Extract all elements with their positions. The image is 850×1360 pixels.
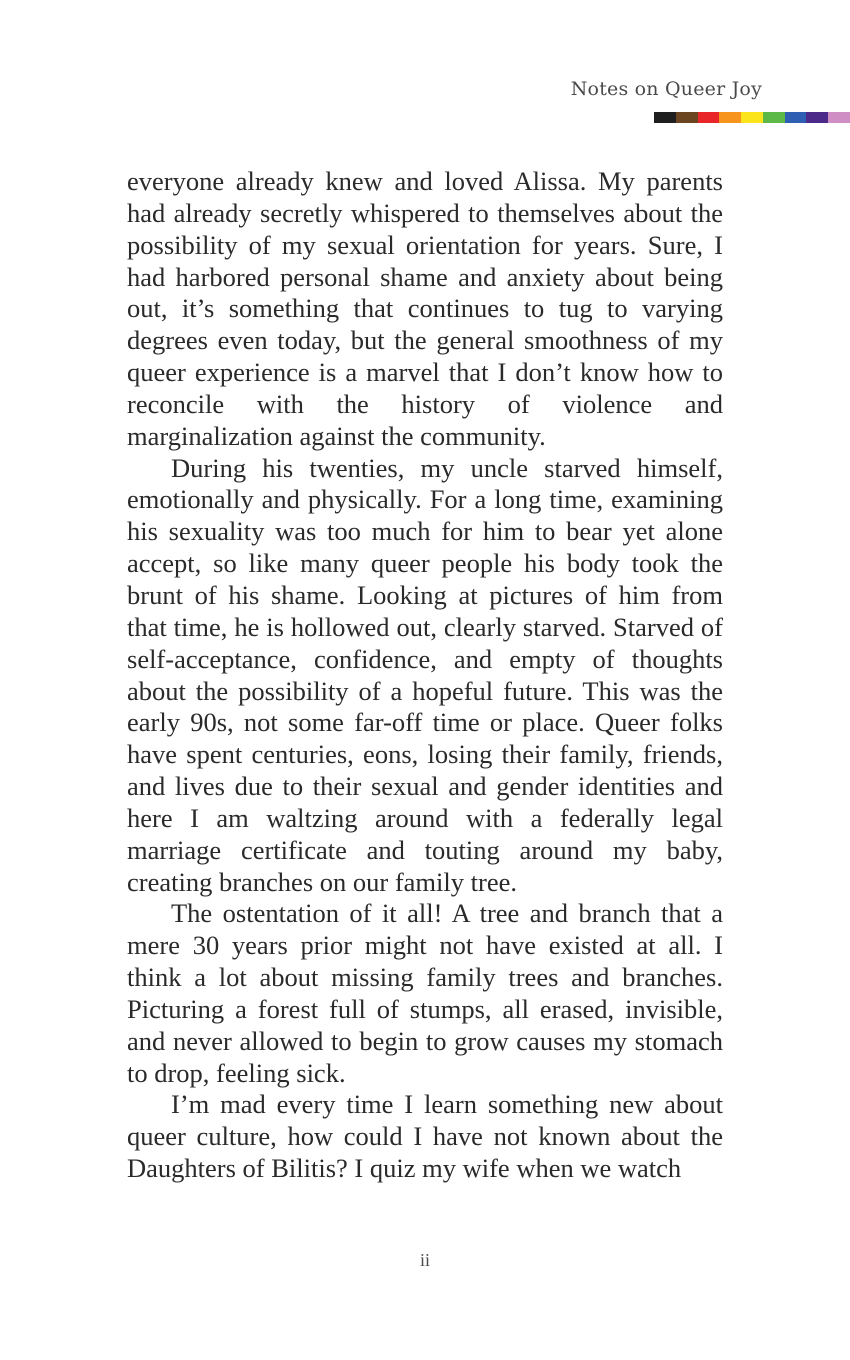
color-swatch-blue [785, 112, 807, 123]
paragraph-continued: everyone already knew and loved Alissa. My parents had already secretly whispered to themselves about the possibility of my sexual orientation for years. Sure, I had harbored personal shame and anxiety about being out, it’s something that continues to tug to varying degrees even today, but the general smoothness of my queer experience is a marvel that I don’t know how to reconcile with the history of violence and marginalization against the community. [127, 166, 723, 451]
rainbow-color-bar [654, 112, 850, 123]
color-swatch-black [654, 112, 676, 123]
color-swatch-brown [676, 112, 698, 123]
color-swatch-purple [806, 112, 828, 123]
color-swatch-orange [719, 112, 741, 123]
color-swatch-pink [828, 112, 850, 123]
color-swatch-green [763, 112, 785, 123]
paragraph-ostentation: The ostentation of it all! A tree and branch that a mere 30 years prior might not have existed at all. I think a lot about missing family trees and branches. Picturing a forest full of stumps, all erased, invisible, and never allowed to begin to grow causes my stomach to drop, feeling sick. [127, 898, 723, 1088]
body-text [127, 166, 723, 1185]
paragraph-mad: I’m mad every time I learn something new about queer culture, how could I have not known about the Daughters of Bilitis? I quiz my wife when we watch [127, 1089, 723, 1184]
page-number: ii [419, 1250, 430, 1270]
color-swatch-yellow [741, 112, 763, 123]
color-swatch-red [698, 112, 720, 123]
paragraph-uncle: During his twenties, my uncle starved himself, emotionally and physically. For a long time, examining his sexuality was too much for him to bear yet alone accept, so like many queer people his body took the brunt of his shame. Looking at pictures of him from that time, he is hollowed out, clearly starved. Starved of self-acceptance, confidence, and empty of thoughts about the possibility of a hopeful future. This was the early 90s, not some far-off time or place. Queer folks have spent centuries, eons, losing their family, friends, and lives due to their sexual and gender identities and here I am waltzing around with a federally legal marriage certificate and touting around my baby, creating branches on our family tree. [127, 452, 723, 897]
running-header-title: Notes on Queer Joy [570, 78, 762, 100]
